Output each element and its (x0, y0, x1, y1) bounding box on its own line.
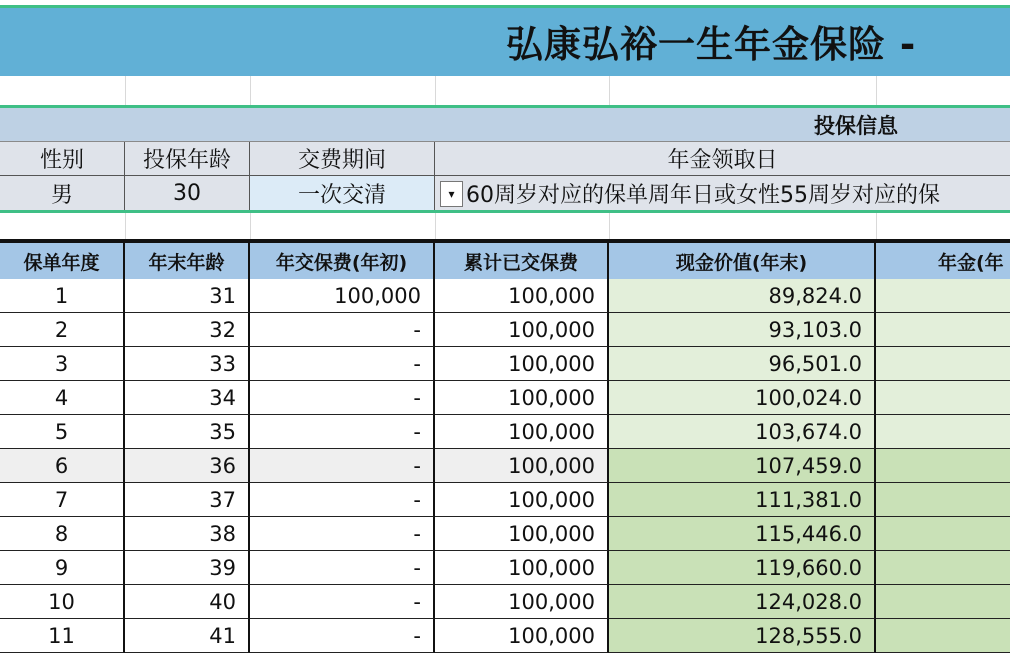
cell-cash-value[interactable]: 96,501.0 (609, 347, 876, 381)
pay-period-cell[interactable]: 一次交清 (250, 176, 435, 210)
cell-cash-value[interactable]: 128,555.0 (609, 619, 876, 653)
cell-age-end[interactable]: 36 (125, 449, 250, 483)
cell-cumulative-premium[interactable]: 100,000 (435, 551, 609, 585)
cell-policy-year[interactable]: 6 (0, 449, 125, 483)
cell-annuity[interactable] (876, 517, 1010, 551)
cell-cumulative-premium[interactable]: 100,000 (435, 585, 609, 619)
cell-annuity[interactable] (876, 381, 1010, 415)
cell-annual-premium[interactable]: - (250, 313, 435, 347)
grid-line (250, 213, 251, 239)
cell-cash-value[interactable]: 119,660.0 (609, 551, 876, 585)
grid-line (435, 213, 436, 239)
cell-annual-premium[interactable]: - (250, 347, 435, 381)
cell-cash-value[interactable]: 115,446.0 (609, 517, 876, 551)
col-header-cumulative-premium[interactable]: 累计已交保费 (435, 243, 609, 279)
grid-line (435, 76, 436, 105)
cell-cumulative-premium[interactable]: 100,000 (435, 415, 609, 449)
cell-annuity[interactable] (876, 619, 1010, 653)
grid-line (125, 213, 126, 239)
cell-annual-premium[interactable]: - (250, 517, 435, 551)
cell-annual-premium[interactable]: - (250, 415, 435, 449)
col-header-policy-year[interactable]: 保单年度 (0, 243, 125, 279)
annuity-start-cell[interactable]: 60周岁对应的保单周年日或女性55周岁对应的保 (466, 176, 1010, 210)
cell-cumulative-premium[interactable]: 100,000 (435, 279, 609, 313)
cell-policy-year[interactable]: 7 (0, 483, 125, 517)
cell-annual-premium[interactable]: - (250, 551, 435, 585)
cell-cumulative-premium[interactable]: 100,000 (435, 347, 609, 381)
cell-policy-year[interactable]: 9 (0, 551, 125, 585)
cell-annual-premium[interactable]: - (250, 449, 435, 483)
cell-age-end[interactable]: 33 (125, 347, 250, 381)
cell-annuity[interactable] (876, 585, 1010, 619)
cell-annual-premium[interactable]: - (250, 483, 435, 517)
label-age: 投保年龄 (125, 142, 250, 176)
cell-policy-year[interactable]: 1 (0, 279, 125, 313)
cell-annual-premium[interactable]: - (250, 619, 435, 653)
cell-annual-premium[interactable]: 100,000 (250, 279, 435, 313)
cell-cash-value[interactable]: 100,024.0 (609, 381, 876, 415)
gender-cell[interactable]: 男 (0, 176, 125, 210)
label-pay-period: 交费期间 (250, 142, 435, 176)
cell-cash-value[interactable]: 93,103.0 (609, 313, 876, 347)
cell-age-end[interactable]: 41 (125, 619, 250, 653)
cell-policy-year[interactable]: 10 (0, 585, 125, 619)
cell-age-end[interactable]: 38 (125, 517, 250, 551)
cell-policy-year[interactable]: 8 (0, 517, 125, 551)
cell-policy-year[interactable]: 2 (0, 313, 125, 347)
age-cell[interactable]: 30 (125, 176, 250, 210)
cell-cumulative-premium[interactable]: 100,000 (435, 483, 609, 517)
grid-line (876, 76, 877, 105)
cell-annuity[interactable] (876, 279, 1010, 313)
cell-age-end[interactable]: 37 (125, 483, 250, 517)
cell-cash-value[interactable]: 107,459.0 (609, 449, 876, 483)
sheet-title: 弘康弘裕一生年金保险 - (506, 23, 917, 66)
cell-age-end[interactable]: 34 (125, 381, 250, 415)
cell-annuity[interactable] (876, 313, 1010, 347)
cell-policy-year[interactable]: 11 (0, 619, 125, 653)
grid-line (609, 213, 610, 239)
cell-age-end[interactable]: 39 (125, 551, 250, 585)
cell-cash-value[interactable]: 124,028.0 (609, 585, 876, 619)
cell-annual-premium[interactable]: - (250, 585, 435, 619)
grid-line (250, 76, 251, 105)
label-gender: 性别 (0, 142, 125, 176)
cell-annuity[interactable] (876, 449, 1010, 483)
cell-cumulative-premium[interactable]: 100,000 (435, 449, 609, 483)
cell-policy-year[interactable]: 4 (0, 381, 125, 415)
cell-age-end[interactable]: 35 (125, 415, 250, 449)
cell-age-end[interactable]: 32 (125, 313, 250, 347)
cell-cash-value[interactable]: 111,381.0 (609, 483, 876, 517)
grid-line (609, 76, 610, 105)
col-header-age-end[interactable]: 年末年龄 (125, 243, 250, 279)
col-header-annual-premium[interactable]: 年交保费(年初) (250, 243, 435, 279)
col-header-cash-value[interactable]: 现金价值(年末) (609, 243, 876, 279)
info-bottom-border (0, 210, 1010, 213)
cell-cumulative-premium[interactable]: 100,000 (435, 619, 609, 653)
grid-line (125, 76, 126, 105)
cell-annual-premium[interactable]: - (250, 381, 435, 415)
label-annuity-start: 年金领取日 (435, 142, 1010, 176)
cell-annuity[interactable] (876, 347, 1010, 381)
cell-cumulative-premium[interactable]: 100,000 (435, 313, 609, 347)
cell-cash-value[interactable]: 89,824.0 (609, 279, 876, 313)
cell-annuity[interactable] (876, 415, 1010, 449)
grid-line (876, 213, 877, 239)
cell-age-end[interactable]: 40 (125, 585, 250, 619)
cell-policy-year[interactable]: 3 (0, 347, 125, 381)
cell-policy-year[interactable]: 5 (0, 415, 125, 449)
cell-cash-value[interactable]: 103,674.0 (609, 415, 876, 449)
cell-annuity[interactable] (876, 483, 1010, 517)
cell-cumulative-premium[interactable]: 100,000 (435, 381, 609, 415)
col-header-annuity[interactable]: 年金(年 (876, 243, 1010, 279)
chevron-down-icon[interactable]: ▾ (440, 181, 463, 207)
info-section-title: 投保信息 (814, 114, 898, 138)
cell-annuity[interactable] (876, 551, 1010, 585)
cell-age-end[interactable]: 31 (125, 279, 250, 313)
cell-cumulative-premium[interactable]: 100,000 (435, 517, 609, 551)
